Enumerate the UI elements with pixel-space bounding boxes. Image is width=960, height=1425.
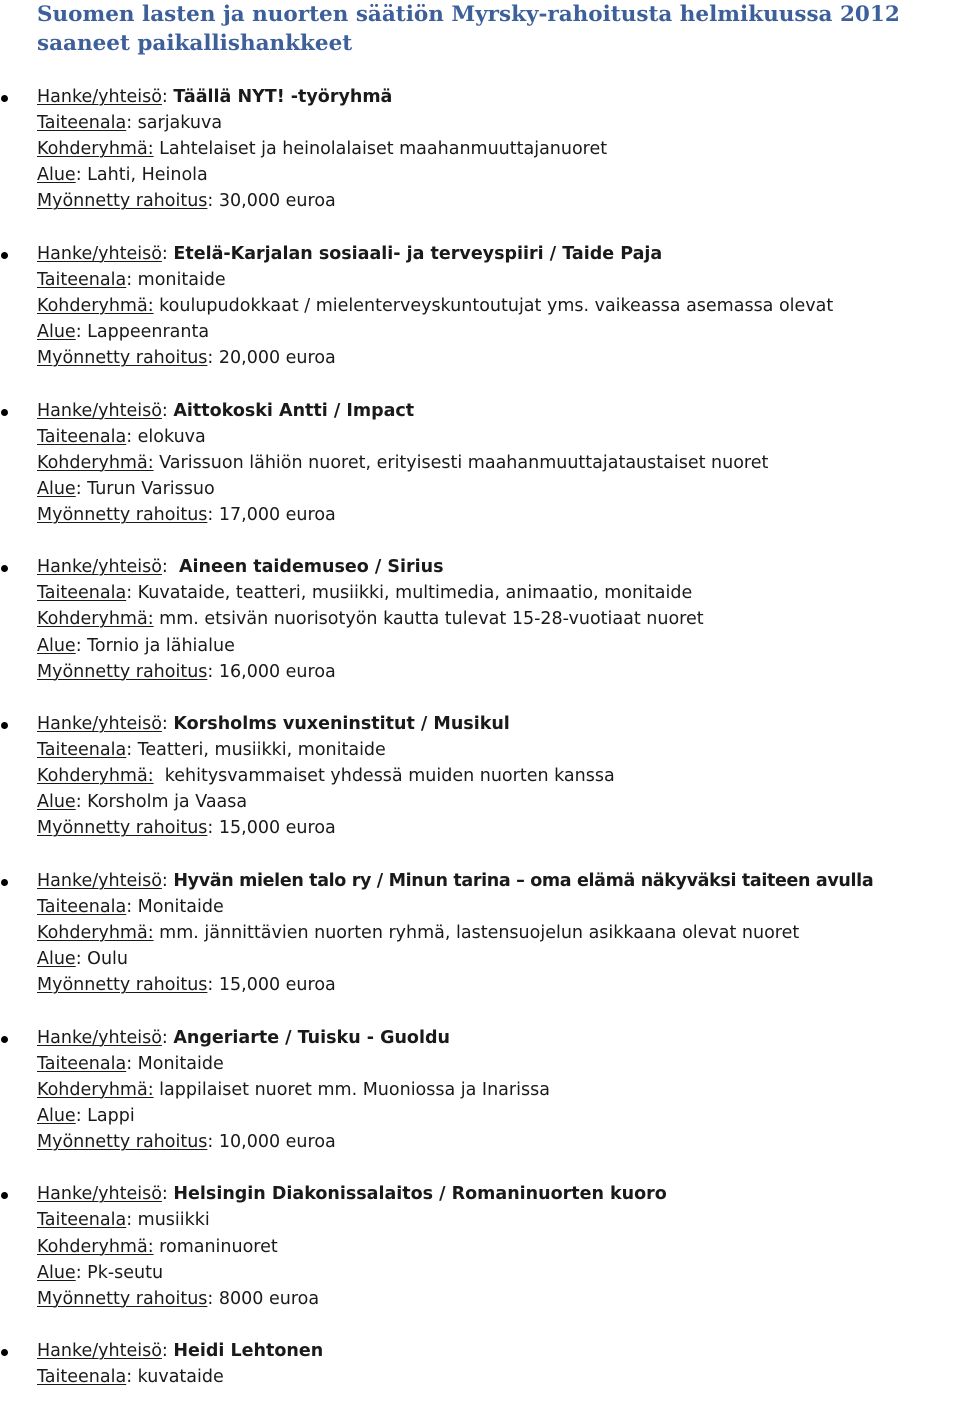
separator: :	[207, 818, 219, 839]
hanke-value: Aittokoski Antti / Impact	[173, 400, 415, 421]
hanke-line	[37, 398, 960, 424]
rahoitus-line	[37, 1286, 960, 1312]
hanke-line	[37, 1338, 960, 1364]
hanke-line	[37, 241, 960, 267]
bullet-icon	[1, 252, 8, 259]
rahoitus-line	[37, 502, 960, 528]
alue-line	[37, 789, 960, 815]
separator: :	[161, 87, 174, 107]
separator: :	[161, 557, 179, 578]
alue-value: Oulu	[87, 949, 128, 970]
alue-label: Alue	[37, 165, 76, 186]
taiteenala-label: Taiteenala	[37, 583, 127, 604]
rahoitus-value: 30,000 euroa	[218, 191, 336, 212]
project-entry	[0, 1181, 960, 1311]
bullet-icon	[1, 879, 8, 886]
hanke-line	[37, 1025, 960, 1051]
alue-line	[37, 476, 960, 502]
taiteenala-label: Taiteenala	[37, 269, 127, 290]
separator: :	[207, 661, 219, 682]
kohderyhma-label: Kohderyhmä:	[37, 139, 154, 160]
separator: :	[126, 1053, 138, 1074]
taiteenala-value: sarjakuva	[137, 113, 223, 134]
alue-label: Alue	[37, 322, 76, 343]
kohderyhma-line	[37, 1234, 960, 1260]
separator: :	[126, 426, 138, 447]
hanke-value: Aineen taidemuseo / Sirius	[178, 557, 444, 578]
alue-value: Lahti, Heinola	[87, 165, 208, 186]
bullet-icon	[1, 1349, 8, 1356]
rahoitus-value: 15,000 euroa	[218, 975, 336, 996]
bullet-icon	[1, 565, 8, 572]
taiteenala-value: Monitaide	[137, 896, 224, 917]
rahoitus-value: 20,000 euroa	[218, 348, 336, 369]
kohderyhma-label: Kohderyhmä:	[37, 452, 154, 473]
rahoitus-line	[37, 188, 960, 214]
alue-label: Alue	[37, 949, 76, 970]
rahoitus-value: 15,000 euroa	[218, 818, 336, 839]
separator: :	[161, 714, 174, 735]
taiteenala-label: Taiteenala	[37, 426, 127, 447]
alue-value: Lappi	[87, 1105, 135, 1126]
taiteenala-line	[37, 110, 960, 136]
rahoitus-label: Myönnetty rahoitus	[37, 504, 208, 525]
alue-label: Alue	[37, 635, 76, 656]
rahoitus-line	[37, 345, 960, 371]
rahoitus-line	[37, 659, 960, 685]
separator: :	[161, 870, 174, 891]
alue-line	[37, 319, 960, 345]
separator: :	[161, 400, 174, 421]
separator: :	[126, 740, 138, 761]
rahoitus-label: Myönnetty rahoitus	[37, 348, 208, 369]
kohderyhma-line	[37, 763, 960, 789]
hanke-line	[37, 868, 960, 894]
taiteenala-line	[37, 1364, 960, 1390]
separator: :	[75, 322, 88, 343]
separator: :	[161, 1341, 174, 1362]
hanke-label: Hanke/yhteisö	[37, 870, 162, 891]
kohderyhma-line	[37, 1077, 960, 1103]
project-entry	[0, 398, 960, 528]
taiteenala-label: Taiteenala	[37, 1053, 127, 1074]
kohderyhma-value: mm. etsivän nuorisotyön kautta tulevat 15-28-vuotiaat nuoret	[159, 609, 704, 630]
separator: :	[75, 1262, 88, 1283]
alue-line	[37, 1260, 960, 1286]
alue-value: Tornio ja lähialue	[87, 635, 235, 656]
kohderyhma-label: Kohderyhmä:	[37, 1236, 154, 1257]
separator: :	[75, 949, 88, 970]
hanke-label: Hanke/yhteisö	[37, 87, 162, 107]
kohderyhma-value: romaninuoret	[159, 1236, 278, 1257]
rahoitus-value: 17,000 euroa	[218, 504, 336, 525]
project-list	[0, 84, 960, 1390]
taiteenala-line	[37, 424, 960, 450]
alue-line	[37, 633, 960, 659]
taiteenala-value: Teatteri, musiikki, monitaide	[137, 740, 386, 761]
bullet-icon	[1, 409, 8, 416]
separator: :	[207, 504, 219, 525]
rahoitus-value: 10,000 euroa	[218, 1131, 336, 1152]
hanke-value: Täällä NYT! -työryhmä	[173, 87, 393, 107]
rahoitus-line	[37, 815, 960, 841]
hanke-label: Hanke/yhteisö	[37, 1184, 162, 1205]
bullet-icon	[1, 1036, 8, 1043]
hanke-label: Hanke/yhteisö	[37, 1341, 162, 1362]
rahoitus-line	[37, 972, 960, 998]
taiteenala-line	[37, 580, 960, 606]
hanke-line	[37, 84, 960, 110]
separator: :	[126, 1367, 138, 1388]
kohderyhma-label: Kohderyhmä:	[37, 295, 154, 316]
taiteenala-value: elokuva	[137, 426, 206, 447]
separator: :	[75, 165, 88, 186]
hanke-value: Angeriarte / Tuisku - Guoldu	[173, 1027, 450, 1048]
rahoitus-line	[37, 1129, 960, 1155]
hanke-label: Hanke/yhteisö	[37, 714, 162, 735]
rahoitus-value: 16,000 euroa	[218, 661, 336, 682]
kohderyhma-value: lappilaiset nuoret mm. Muoniossa ja Inarissa	[159, 1079, 550, 1100]
kohderyhma-label: Kohderyhmä:	[37, 1079, 154, 1100]
document-title: Suomen lasten ja nuorten säätiön Myrsky-rahoitusta helmikuussa 2012 saaneet paikallishankkeet	[37, 2, 900, 56]
separator: :	[126, 1210, 138, 1231]
taiteenala-value: Monitaide	[137, 1053, 224, 1074]
separator: :	[126, 269, 138, 290]
hanke-value: Hyvän mielen talo ry / Minun tarina – oma elämä näkyväksi taiteen avulla	[173, 870, 874, 891]
kohderyhma-label: Kohderyhmä:	[37, 609, 154, 630]
alue-line	[37, 1103, 960, 1129]
alue-label: Alue	[37, 792, 76, 813]
project-entry	[0, 554, 960, 684]
separator: :	[126, 113, 138, 134]
hanke-label: Hanke/yhteisö	[37, 1027, 162, 1048]
hanke-line	[37, 1181, 960, 1207]
kohderyhma-value: koulupudokkaat / mielenterveyskuntoutujat yms. vaikeassa asemassa olevat	[159, 295, 834, 316]
kohderyhma-value: Varissuon lähiön nuoret, erityisesti maahanmuuttajataustaiset nuoret	[159, 452, 769, 473]
kohderyhma-line	[37, 920, 960, 946]
separator	[154, 766, 165, 786]
alue-label: Alue	[37, 1105, 76, 1126]
alue-line	[37, 946, 960, 972]
alue-value: Turun Varissuo	[87, 478, 215, 499]
separator: :	[126, 896, 138, 917]
separator: :	[207, 1131, 219, 1152]
taiteenala-label: Taiteenala	[37, 896, 127, 917]
kohderyhma-value: kehitysvammaiset yhdessä muiden nuorten kanssa	[164, 766, 615, 787]
alue-value: Pk-seutu	[87, 1262, 164, 1283]
rahoitus-label: Myönnetty rahoitus	[37, 661, 208, 682]
alue-value: Korsholm ja Vaasa	[87, 792, 248, 813]
rahoitus-label: Myönnetty rahoitus	[37, 975, 208, 996]
separator: :	[207, 1288, 219, 1309]
kohderyhma-label: Kohderyhmä:	[37, 923, 154, 944]
hanke-value: Etelä-Karjalan sosiaali- ja terveyspiiri / Taide Paja	[173, 243, 663, 264]
bullet-icon	[1, 722, 8, 729]
separator: :	[161, 1027, 174, 1048]
rahoitus-label: Myönnetty rahoitus	[37, 818, 208, 839]
separator: :	[75, 478, 88, 499]
project-entry	[0, 1025, 960, 1155]
taiteenala-label: Taiteenala	[37, 113, 127, 134]
taiteenala-label: Taiteenala	[37, 1210, 127, 1231]
rahoitus-label: Myönnetty rahoitus	[37, 1131, 208, 1152]
kohderyhma-label: Kohderyhmä:	[37, 766, 154, 787]
kohderyhma-line	[37, 293, 960, 319]
kohderyhma-line	[37, 606, 960, 632]
taiteenala-value: kuvataide	[137, 1367, 224, 1388]
alue-label: Alue	[37, 1262, 76, 1283]
separator: :	[75, 1105, 88, 1126]
rahoitus-value: 8000 euroa	[218, 1288, 320, 1309]
hanke-label: Hanke/yhteisö	[37, 557, 162, 578]
taiteenala-line	[37, 267, 960, 293]
separator: :	[75, 635, 88, 656]
hanke-value: Korsholms vuxeninstitut / Musikul	[173, 714, 510, 735]
alue-value: Lappeenranta	[87, 322, 210, 343]
taiteenala-value: musiikki	[137, 1210, 210, 1231]
taiteenala-label: Taiteenala	[37, 740, 127, 761]
taiteenala-line	[37, 894, 960, 920]
hanke-line	[37, 554, 960, 580]
hanke-label: Hanke/yhteisö	[37, 243, 162, 264]
separator: :	[207, 975, 219, 996]
taiteenala-value: monitaide	[137, 269, 226, 290]
rahoitus-label: Myönnetty rahoitus	[37, 191, 208, 212]
kohderyhma-line	[37, 450, 960, 476]
kohderyhma-value: mm. jännittävien nuorten ryhmä, lastensuojelun asikkaana olevat nuoret	[159, 923, 800, 944]
project-entry	[0, 241, 960, 371]
project-entry	[0, 868, 960, 998]
taiteenala-value: Kuvataide, teatteri, musiikki, multimedia, animaatio, monitaide	[137, 583, 693, 604]
separator: :	[126, 583, 138, 604]
alue-label: Alue	[37, 478, 76, 499]
separator: :	[207, 348, 219, 369]
alue-line	[37, 162, 960, 188]
hanke-line	[37, 711, 960, 737]
hanke-value: Helsingin Diakonissalaitos / Romaninuorten kuoro	[173, 1184, 667, 1205]
bullet-icon	[1, 1192, 8, 1199]
taiteenala-label: Taiteenala	[37, 1367, 127, 1388]
separator: :	[207, 191, 219, 212]
taiteenala-line	[37, 737, 960, 763]
taiteenala-line	[37, 1207, 960, 1233]
separator: :	[161, 1184, 174, 1205]
kohderyhma-line	[37, 136, 960, 162]
hanke-value: Heidi Lehtonen	[173, 1341, 324, 1362]
project-entry	[0, 1338, 960, 1390]
separator: :	[75, 792, 88, 813]
separator: :	[161, 243, 174, 264]
kohderyhma-value: Lahtelaiset ja heinolalaiset maahanmuuttajanuoret	[159, 139, 608, 160]
taiteenala-line	[37, 1051, 960, 1077]
rahoitus-label: Myönnetty rahoitus	[37, 1288, 208, 1309]
bullet-icon	[1, 95, 8, 102]
project-entry	[0, 711, 960, 841]
hanke-label: Hanke/yhteisö	[37, 400, 162, 421]
project-entry	[0, 84, 960, 214]
